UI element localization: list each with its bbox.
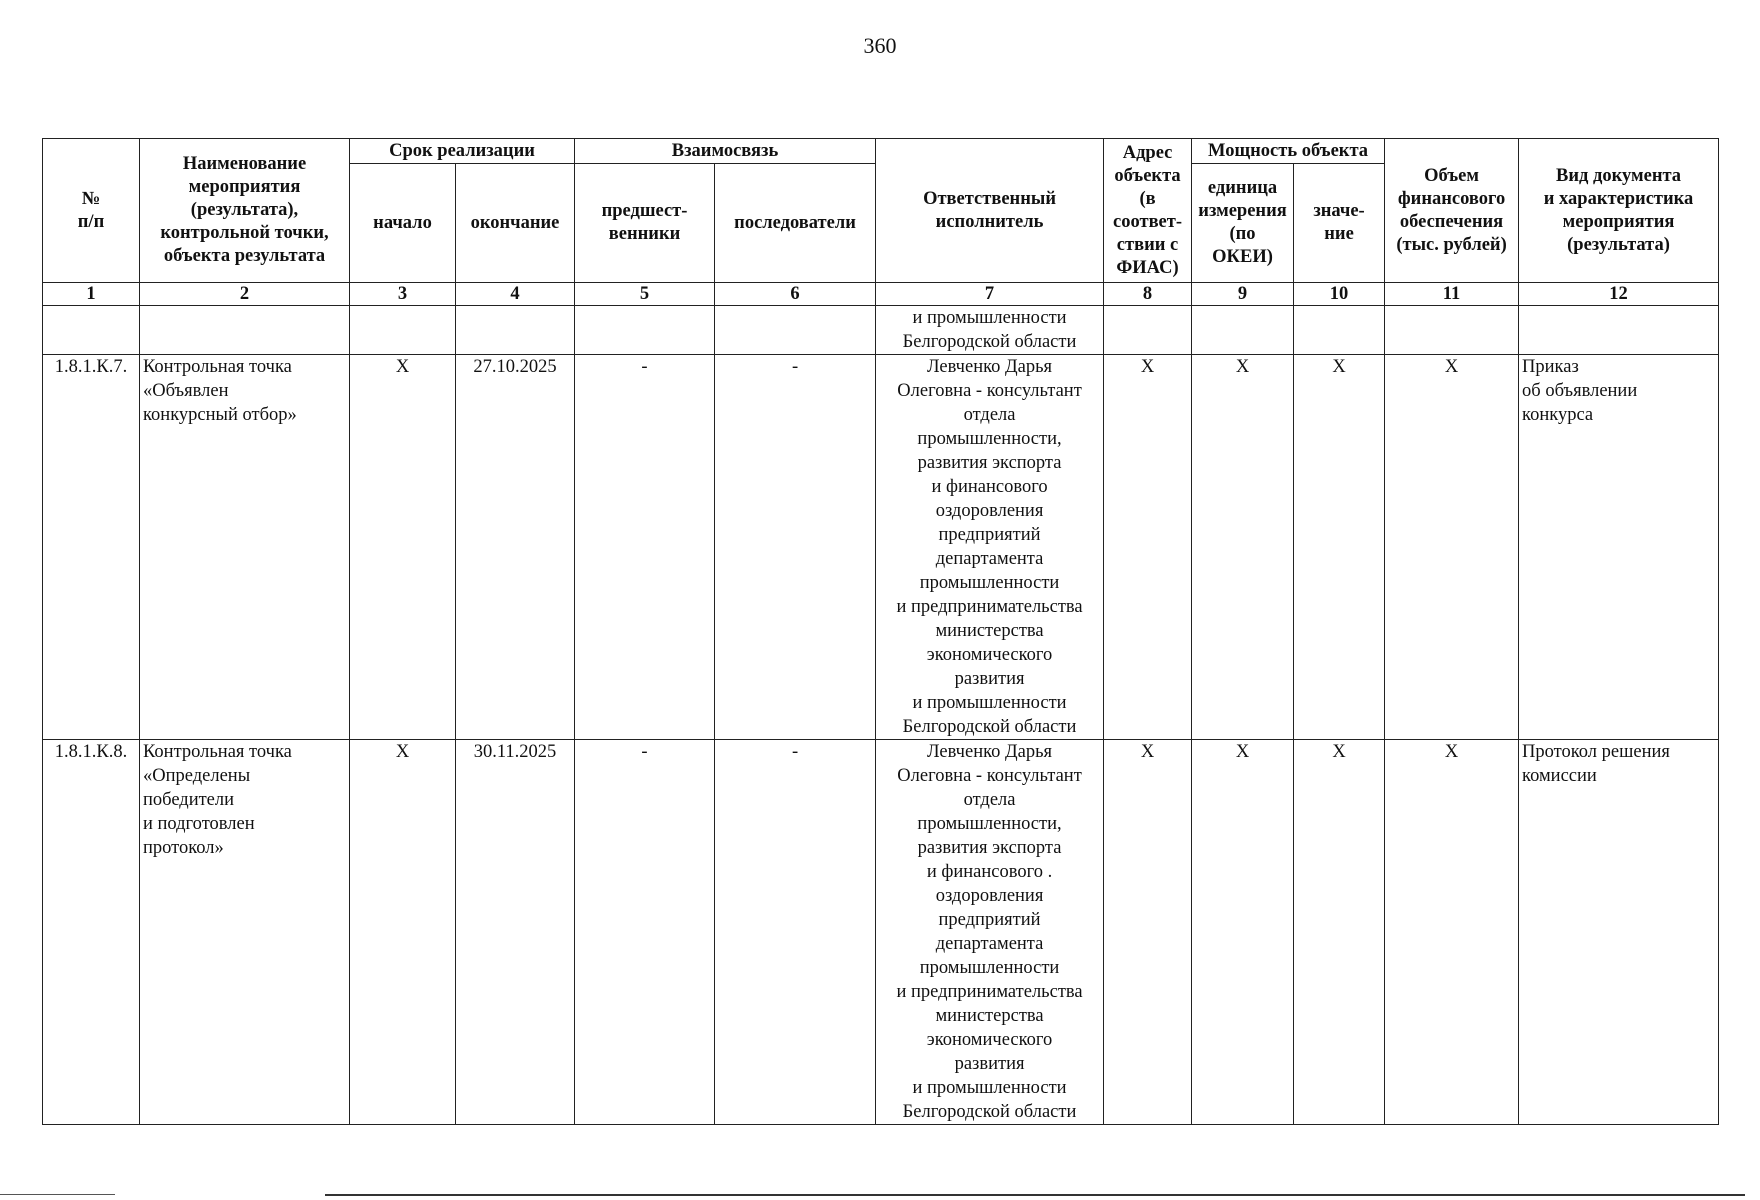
header-predecessors: предшест- венники <box>575 164 715 283</box>
empty-cell <box>1192 306 1294 355</box>
empty-cell <box>575 306 715 355</box>
empty-cell <box>1385 306 1519 355</box>
item-name: Контрольная точка «Объявлен конкурсный отбор» <box>140 355 350 740</box>
header-num: № п/п <box>43 139 140 283</box>
column-number: 7 <box>876 283 1104 306</box>
address-cell: X <box>1104 740 1192 1125</box>
row-number: 1.8.1.К.7. <box>43 355 140 740</box>
value-cell: X <box>1294 355 1385 740</box>
empty-cell <box>1104 306 1192 355</box>
header-document: Вид документа и характеристика мероприятия (результата) <box>1519 139 1719 283</box>
responsible-cell: и промышленности Белгородской области <box>876 306 1104 355</box>
column-number: 4 <box>456 283 575 306</box>
table-row <box>43 355 1719 740</box>
header-group-link: Взаимосвязь <box>575 139 876 164</box>
empty-cell <box>715 306 876 355</box>
unit-cell: X <box>1192 740 1294 1125</box>
column-number: 10 <box>1294 283 1385 306</box>
header-finance: Объем финансового обеспечения (тыс. рублей) <box>1385 139 1519 283</box>
column-number: 8 <box>1104 283 1192 306</box>
responsible-cell: Левченко Дарья Олеговна - консультант отдела промышленности, развития экспорта и финансового . оздоровления предприятий департамента промышленности и предпринимательства министерства экономического развития и промышленности Белгородской области <box>876 740 1104 1125</box>
table-row <box>43 740 1719 1125</box>
value-cell: X <box>1294 740 1385 1125</box>
header-start: начало <box>350 164 456 283</box>
header-group-capacity: Мощность объекта <box>1192 139 1385 164</box>
footer-divider-left <box>0 1194 115 1195</box>
header-group-term: Срок реализации <box>350 139 575 164</box>
item-name: Контрольная точка «Определены победители и подготовлен протокол» <box>140 740 350 1125</box>
empty-cell <box>43 306 140 355</box>
document-cell: Протокол решения комиссии <box>1519 740 1719 1125</box>
continuation-row <box>43 306 1719 355</box>
header-responsible: Ответственный исполнитель <box>876 139 1104 283</box>
responsible-cell: Левченко Дарья Олеговна - консультант отдела промышленности, развития экспорта и финансового оздоровления предприятий департамента промышленности и предпринимательства министерства экономического развития и промышленности Белгородской области <box>876 355 1104 740</box>
header-row-top <box>43 139 1719 164</box>
row-number: 1.8.1.К.8. <box>43 740 140 1125</box>
start-date: X <box>350 355 456 740</box>
end-date: 27.10.2025 <box>456 355 575 740</box>
empty-cell <box>456 306 575 355</box>
successors: - <box>715 740 876 1125</box>
empty-cell <box>1294 306 1385 355</box>
empty-cell <box>350 306 456 355</box>
finance-cell: X <box>1385 740 1519 1125</box>
address-cell: X <box>1104 355 1192 740</box>
column-number: 6 <box>715 283 876 306</box>
unit-cell: X <box>1192 355 1294 740</box>
predecessors: - <box>575 355 715 740</box>
predecessors: - <box>575 740 715 1125</box>
column-number: 11 <box>1385 283 1519 306</box>
header-address: Адрес объекта (в соответ- ствии с ФИАС) <box>1104 139 1192 283</box>
end-date: 30.11.2025 <box>456 740 575 1125</box>
finance-cell: X <box>1385 355 1519 740</box>
implementation-plan-table <box>42 138 1719 1125</box>
page-number: 360 <box>863 33 897 58</box>
column-number: 1 <box>43 283 140 306</box>
header-successors: последователи <box>715 164 876 283</box>
header-end: окончание <box>456 164 575 283</box>
column-number: 5 <box>575 283 715 306</box>
document-cell: Приказ об объявлении конкурса <box>1519 355 1719 740</box>
header-unit: единица измерения (по ОКЕИ) <box>1192 164 1294 283</box>
successors: - <box>715 355 876 740</box>
empty-cell <box>140 306 350 355</box>
start-date: X <box>350 740 456 1125</box>
column-number: 2 <box>140 283 350 306</box>
column-number-row <box>43 283 1719 306</box>
empty-cell <box>1519 306 1719 355</box>
column-number: 12 <box>1519 283 1719 306</box>
header-value: значе- ние <box>1294 164 1385 283</box>
column-number: 3 <box>350 283 456 306</box>
column-number: 9 <box>1192 283 1294 306</box>
header-name: Наименование мероприятия (результата), контрольной точки, объекта результата <box>140 139 350 283</box>
footer-divider <box>325 1194 1745 1196</box>
